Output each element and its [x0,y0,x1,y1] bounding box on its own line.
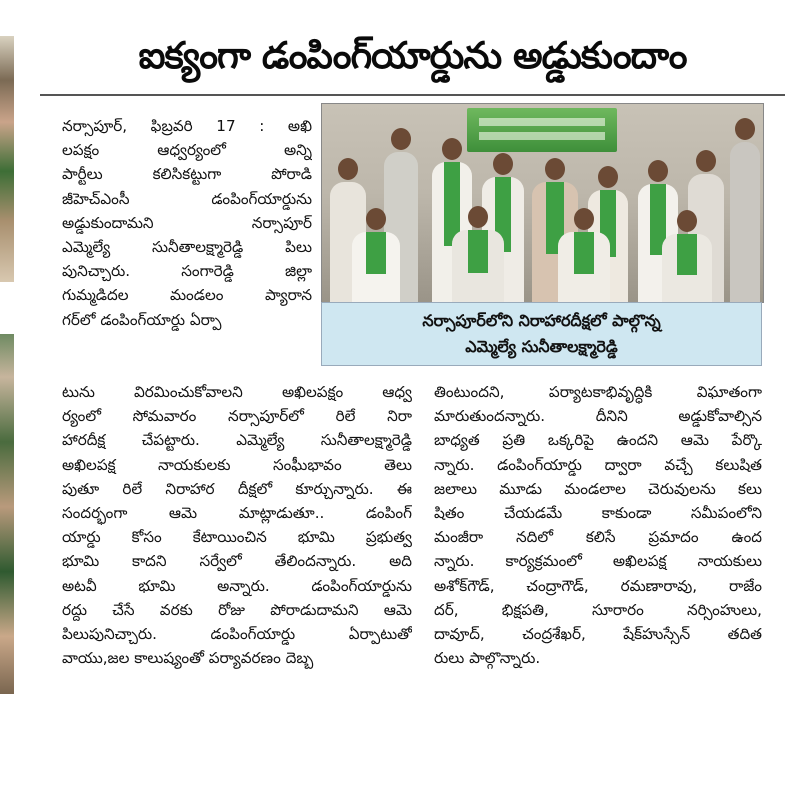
article-text-line: ఎమ్మెల్యే సునీతాలక్ష్మారెడ్డి పిలు [62,238,312,257]
article-text-line: రులు పాల్గొన్నారు. [434,649,541,668]
photo-person [730,142,760,302]
article-text-line: యార్డు కోసం కేటాయించిన భూమి ప్రభుత్వ [62,528,412,547]
article-text-line: పునిచ్చారు. సంగారెడ్డి జిల్లా [62,262,312,281]
adjacent-article-photo-bottom [0,334,14,694]
article-text-line: న్నారు. డంపింగ్‌యార్డు ద్వారా వచ్చే కలుషిత [434,455,762,474]
article-text-line: జలాలు మూడు మండలాల చెరువులను కలు [434,479,762,498]
protest-banner [467,108,617,152]
photo-caption [321,302,762,366]
page-title: ఐక్యంగా డంపింగ్‌యార్డును అడ్డుకుందాం [138,34,687,77]
article-text-line: వాయు,జల కాలుష్యంతో పర్యావరణం దెబ్బ [62,649,314,668]
article-text-line: మారుతుందన్నారు. దీనిని అడ్డుకోవాల్సిన [434,407,762,426]
photo-person [452,230,504,302]
article-text-line: గర్‌లో డంపింగ్‌యార్డు ఏర్పా [62,310,222,329]
photo-person [352,232,400,302]
photo-person [558,232,610,302]
article-text-line: టును విరమించుకోవాలని అఖిలపక్షం ఆధ్వ [62,383,412,401]
article-text-line: అటవీ భూమి అన్నారు. డంపింగ్‌యార్డును [62,576,412,595]
article-text-line: దర్, భిక్షపతి, సూరారం నర్సింహులు, [434,600,762,619]
article-text-line: భూమి కాదని సర్వేలో తేలిందన్నారు. అది [62,552,412,571]
article-body-column-left [62,380,412,670]
article-text-line: షితం చేయడమే కాకుండా సమీపంలోని [434,504,762,523]
article-text-line: లపక్షం ఆధ్వర్యంలో అన్ని [62,141,312,160]
article-body-intro [62,114,312,332]
article-text-line: దావూద్, చంద్రశేఖర్, షేక్‌హుస్సేన్ తదిత [434,625,762,644]
headline-divider [40,94,785,96]
article-text-line: అడ్డుకుందామని నర్సాపూర్ [62,213,312,232]
article-text-line: ర్యంలో సోమవారం నర్సాపూర్‌లో రిలే నిరా [62,407,412,426]
article-text-line: అశోక్‌గౌడ్, చంద్రాగౌడ్, రమణారావు, రాజేం [434,576,762,595]
article-text-line: మంజీరా నదిలో కలిసే ప్రమాదం ఉంద [434,528,762,547]
article-text-line: బాధ్యత ప్రతి ఒక్కరిపై ఉందని ఆమె పేర్కొ [434,431,762,450]
adjacent-article-photo-top [0,36,14,282]
photo-person [662,234,712,302]
caption-line-2: ఎమ్మెల్యే సునీతాలక్ష్మారెడ్డి [465,337,618,356]
article-text-line: న్నారు. కార్యక్రమంలో అఖిలపక్ష నాయకులు [434,552,762,571]
article-text-line: అఖిలపక్ష నాయకులకు సంఘీభావం తెలు [62,455,412,474]
article-text-line: జీహెచ్‌ఎంసీ డంపింగ్‌యార్డును [62,189,312,208]
article-text-line: పార్టీలు కలిసికట్టుగా పోరాడి [62,165,312,184]
article-text-line: తింటుందని, పర్యాటకాభివృద్ధికి విఘాతంగా [434,383,762,401]
article-text-line: హారదీక్ష చేపట్టారు. ఎమ్మెల్యే సునీతాలక్ష్మారెడ్డి [62,431,412,450]
article-text-line: పుతూ రిలే నిరాహార దీక్షలో కూర్చున్నారు. ఈ [62,479,412,498]
article-text-line: సందర్భంగా ఆమె మాట్లాడుతూ.. డంపింగ్ [62,504,412,523]
article-body-column-right [434,380,762,670]
article-text-line: గుమ్మడిదల మండలం ప్యారాన [62,286,312,305]
article-text-line: రద్దు చేసే వరకు రోజు పోరాడుదామని ఆమె [62,600,412,619]
news-photo [321,103,764,303]
caption-line-1: నర్సాపూర్‌లోని నిరాహారదీక్షలో పాల్గొన్న [422,311,661,330]
article-text-line: పిలుపునిచ్చారు. డంపింగ్‌యార్డు ఏర్పాటుతో [62,625,412,644]
article-text-line: నర్సాపూర్, ఫిబ్రవరి 17 : అఖి [62,117,312,135]
